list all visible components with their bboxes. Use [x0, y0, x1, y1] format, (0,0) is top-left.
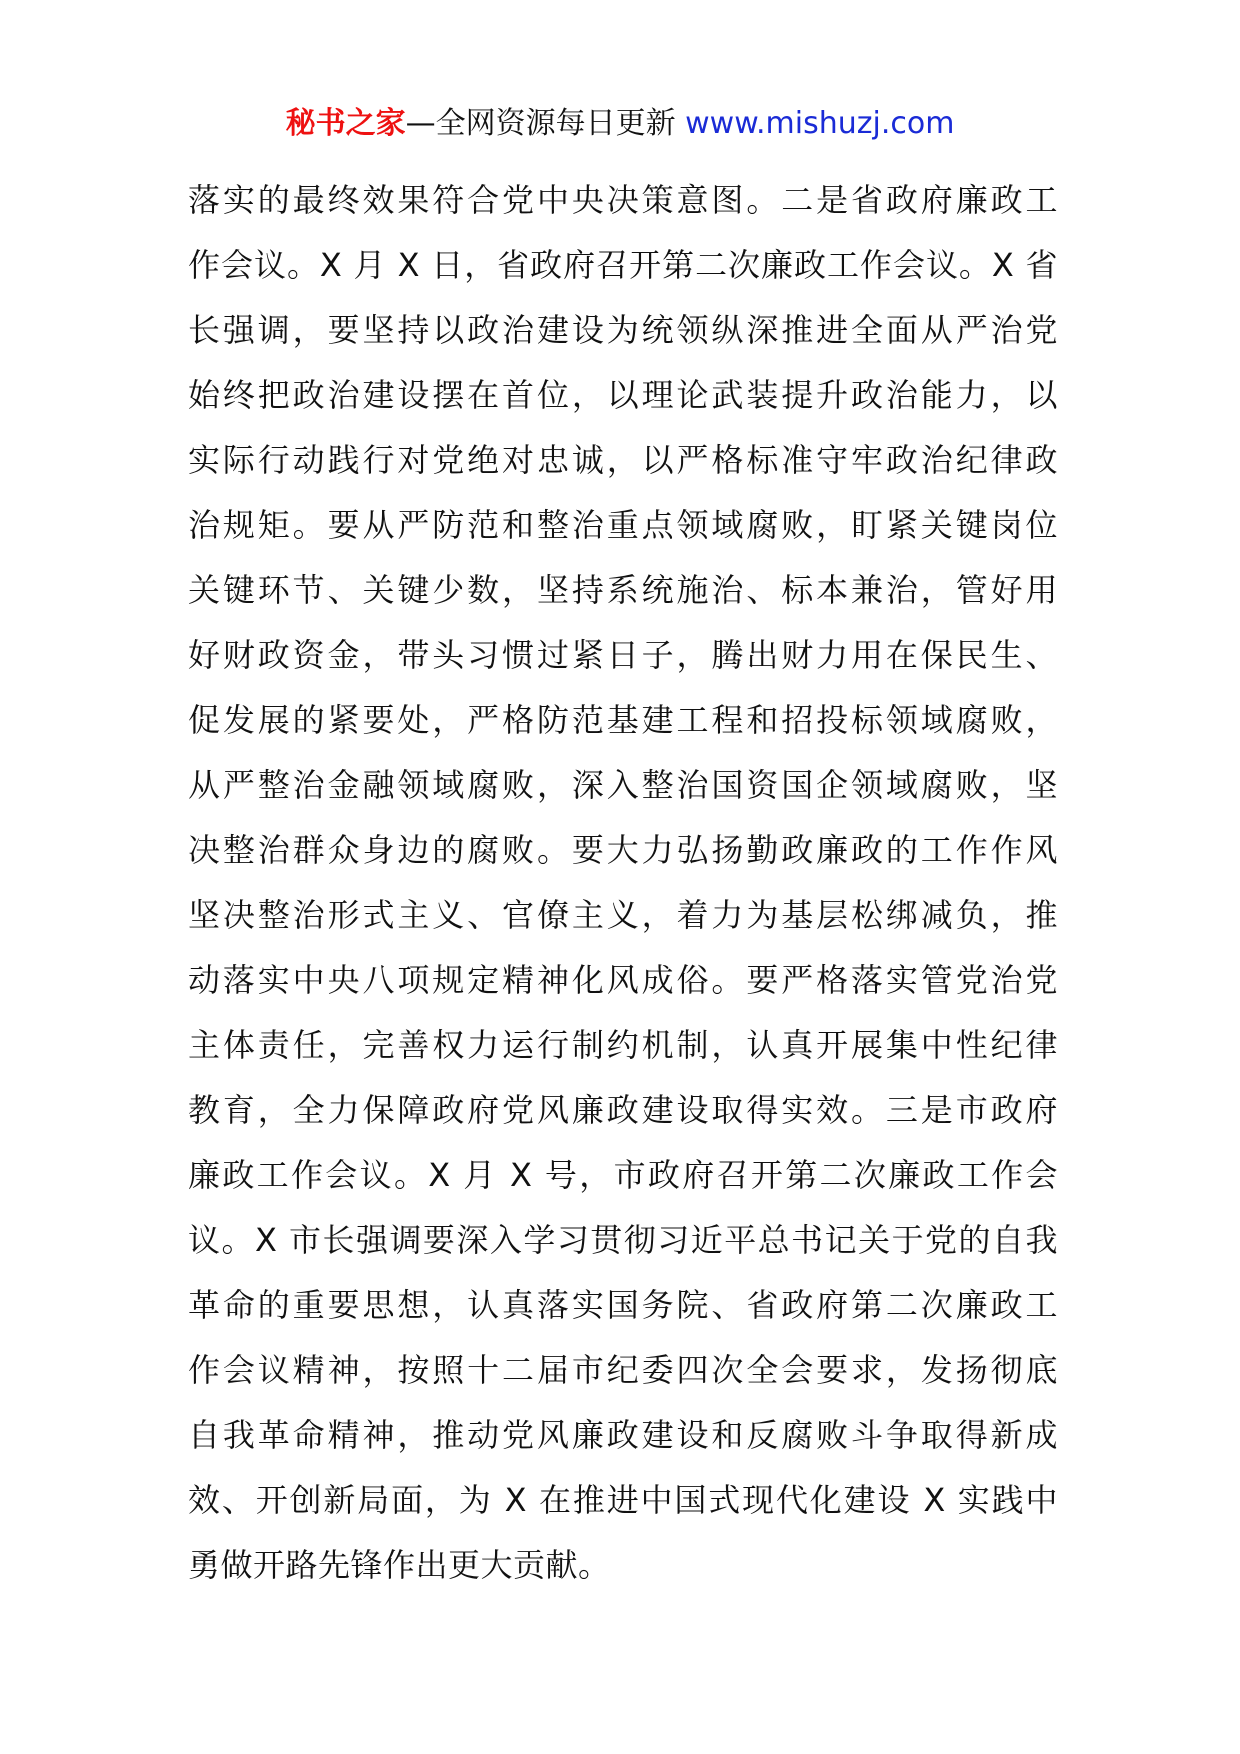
body-line: 决整治群众身边的腐败。要大力弘扬勤政廉政的工作作风	[188, 831, 1058, 869]
body-line: 作会议精神，按照十二届市纪委四次全会要求，发扬彻底	[188, 1351, 1058, 1389]
site-url-link[interactable]: www.mishuzj.com	[685, 106, 955, 141]
body-line: 坚决整治形式主义、官僚主义，着力为基层松绑减负，推	[188, 896, 1058, 934]
body-line: 动落实中央八项规定精神化风成俗。要严格落实管党治党	[188, 961, 1058, 999]
body-line: 廉政工作会议。X 月 X 号，市政府召开第二次廉政工作会	[188, 1156, 1058, 1194]
body-line: 促发展的紧要处，严格防范基建工程和招投标领域腐败，	[188, 701, 1058, 739]
body-line-last: 勇做开路先锋作出更大贡献。	[188, 1546, 611, 1584]
body-line: 始终把政治建设摆在首位，以理论武装提升政治能力，以	[188, 376, 1058, 414]
body-line: 作会议。X 月 X 日，省政府召开第二次廉政工作会议。X 省	[188, 246, 1058, 284]
body-line: 长强调，要坚持以政治建设为统领纵深推进全面从严治党	[188, 311, 1058, 349]
body-line: 从严整治金融领域腐败，深入整治国资国企领域腐败，坚	[188, 766, 1058, 804]
body-line: 关键环节、关键少数，坚持系统施治、标本兼治，管好用	[188, 571, 1058, 609]
body-line: 教育，全力保障政府党风廉政建设取得实效。三是市政府	[188, 1091, 1058, 1129]
page-header	[0, 102, 1240, 146]
body-line: 效、开创新局面，为 X 在推进中国式现代化建设 X 实践中	[188, 1481, 1058, 1519]
body-line: 革命的重要思想，认真落实国务院、省政府第二次廉政工	[188, 1286, 1058, 1324]
body-line: 议。X 市长强调要深入学习贯彻习近平总书记关于党的自我	[188, 1221, 1058, 1259]
header-tagline: —全网资源每日更新	[405, 106, 676, 141]
body-line: 主体责任，完善权力运行制约机制，认真开展集中性纪律	[188, 1026, 1058, 1064]
brand-name: 秘书之家	[285, 106, 406, 141]
body-line: 落实的最终效果符合党中央决策意图。二是省政府廉政工	[188, 181, 1058, 219]
body-line: 好财政资金，带头习惯过紧日子，腾出财力用在保民生、	[188, 636, 1058, 674]
body-line: 自我革命精神，推动党风廉政建设和反腐败斗争取得新成	[188, 1416, 1058, 1454]
body-line: 实际行动践行对党绝对忠诚，以严格标准守牢政治纪律政	[188, 441, 1058, 479]
document-body	[188, 168, 1058, 1598]
body-line: 治规矩。要从严防范和整治重点领域腐败，盯紧关键岗位	[188, 506, 1058, 544]
